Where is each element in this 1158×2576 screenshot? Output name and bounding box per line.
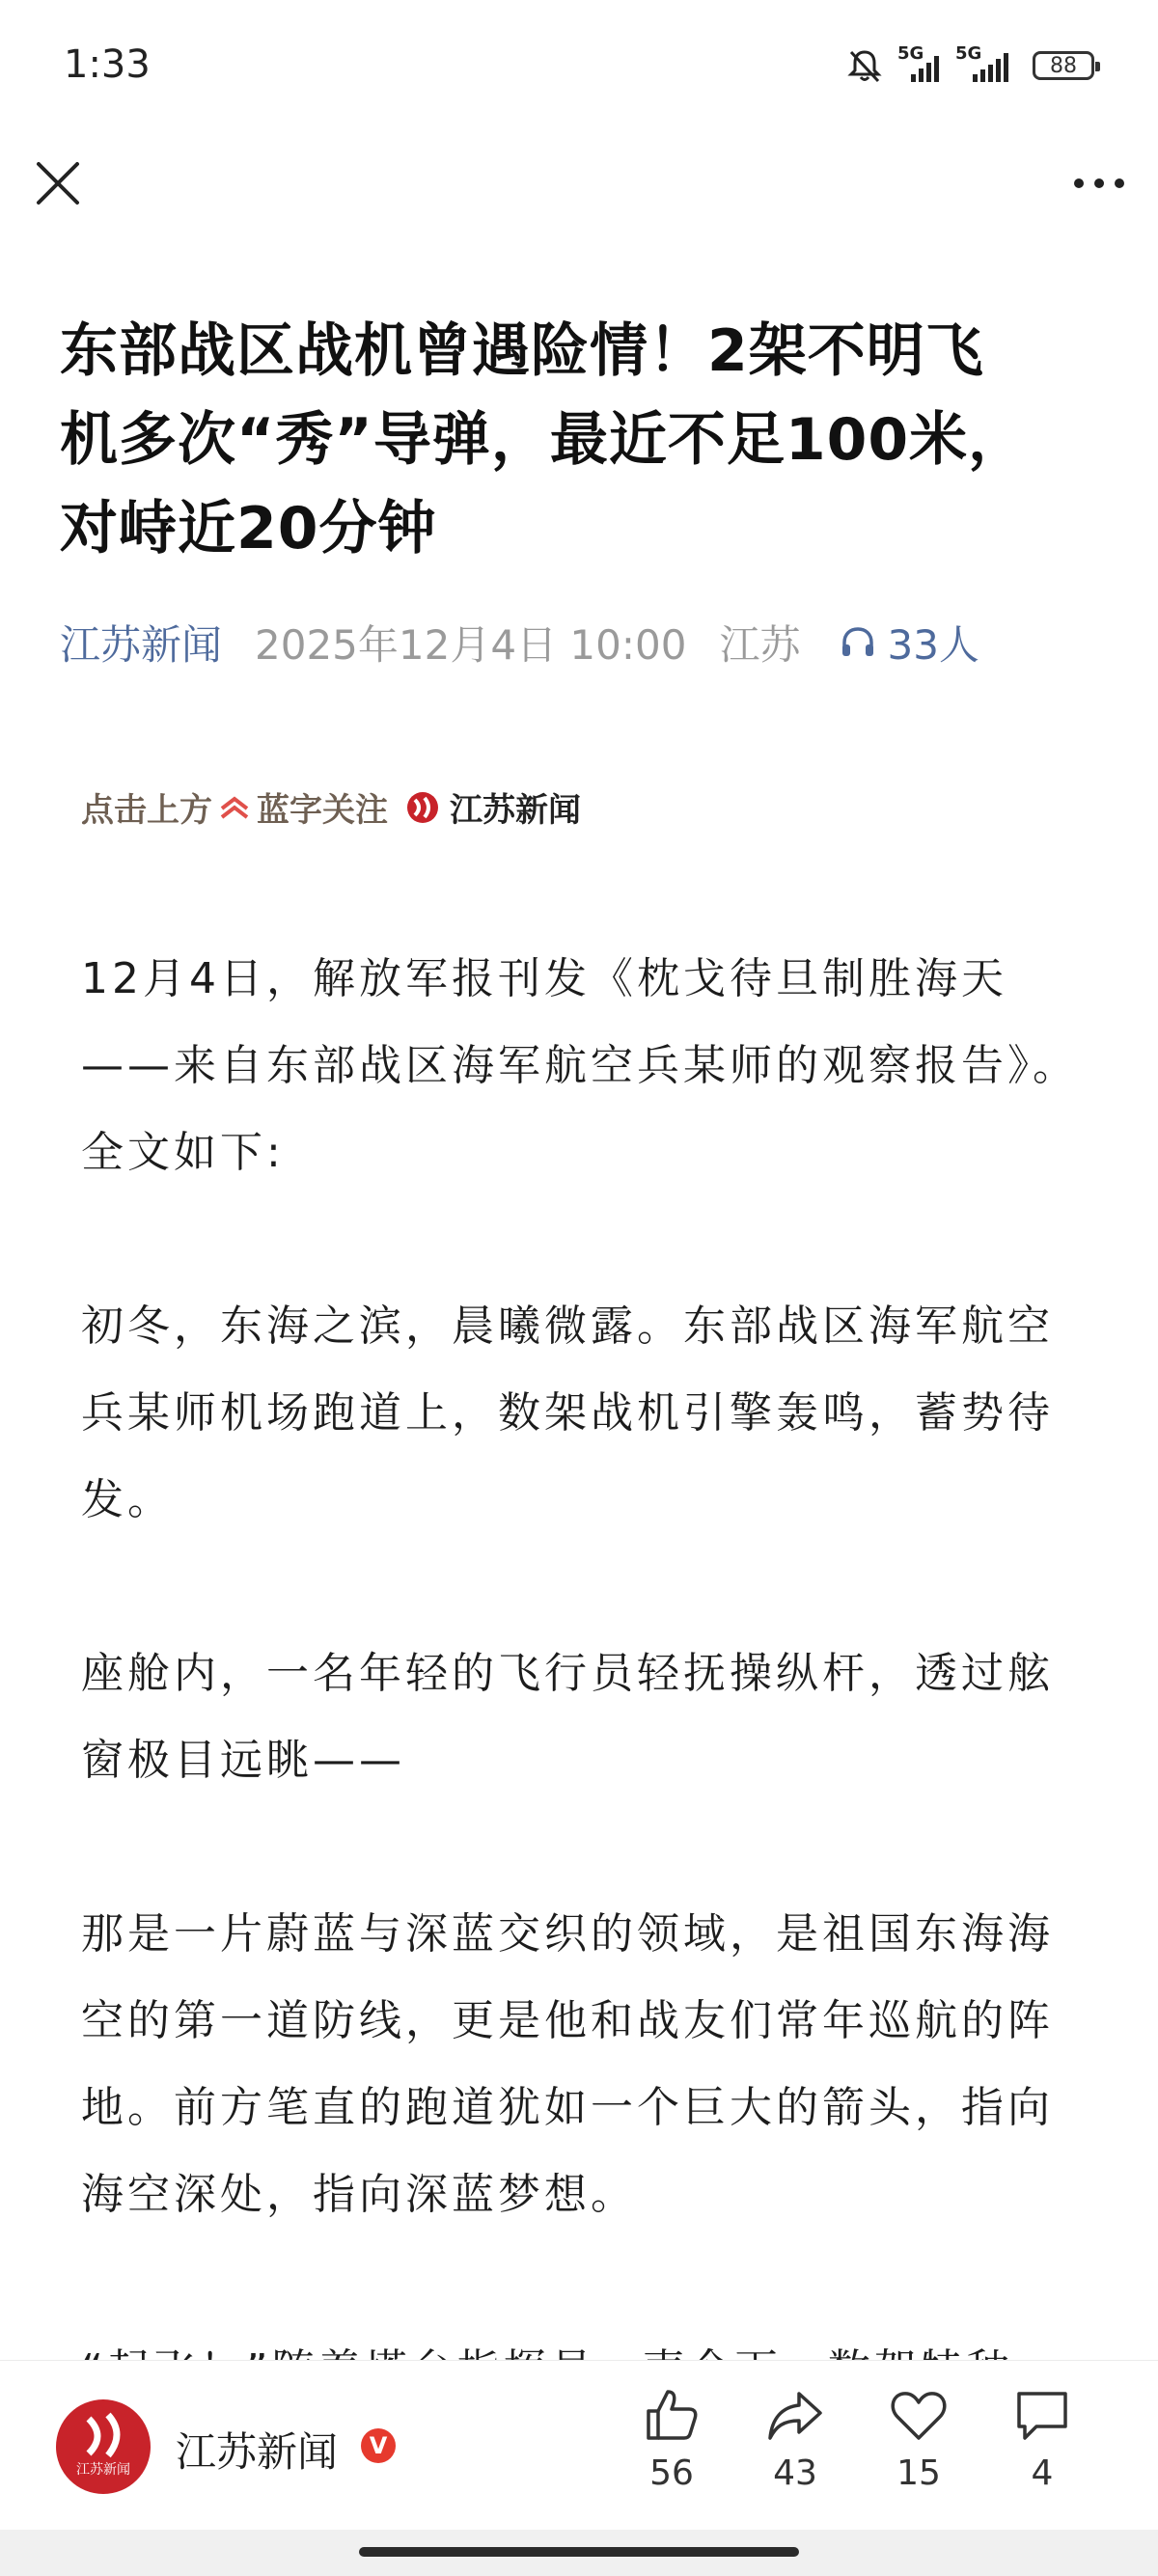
paragraph-partial	[81, 2327, 1085, 2358]
share-button[interactable]	[747, 2386, 843, 2493]
status-time: 1:33	[64, 42, 151, 87]
close-icon	[31, 156, 85, 210]
headphones-icon	[839, 623, 877, 662]
comment-count: 4	[1031, 2453, 1054, 2493]
signal-2-icon: 5G	[955, 49, 1019, 82]
paragraph: 12月4日，解放军报刊发《枕戈待旦制胜海天——来自东部战区海军航空兵某师的观察报告》。全文如下:	[81, 954, 1079, 1177]
account-avatar[interactable]: 江苏新闻	[56, 2399, 151, 2494]
listen-button[interactable]	[839, 614, 979, 671]
comment-icon	[1011, 2386, 1073, 2444]
article-title: 东部战区战机曾遇险情！2架不明飞 机多次“秀”导弹，最近不足100米， 对峙近20分钟	[60, 317, 1028, 562]
home-indicator[interactable]	[359, 2547, 799, 2557]
favorite-count: 15	[896, 2453, 941, 2493]
verified-badge: V	[361, 2428, 396, 2463]
publish-date: 2025年12月4日 10:00	[255, 621, 687, 669]
brand-logo-icon	[56, 2399, 151, 2494]
status-bar	[0, 0, 1158, 135]
status-icons	[845, 43, 1094, 85]
favorite-button[interactable]	[870, 2386, 967, 2493]
heart-icon	[888, 2386, 950, 2444]
mute-bell-icon	[845, 46, 884, 85]
more-horizontal-icon	[1065, 156, 1133, 210]
thumbs-up-icon	[641, 2386, 703, 2444]
account-name[interactable]: 江苏新闻	[176, 2428, 339, 2476]
article-meta	[60, 614, 979, 671]
share-count: 43	[773, 2453, 817, 2493]
paragraph: 座舱内，一名年轻的飞行员轻抚操纵杆，透过舷窗极目远眺——	[81, 1649, 1054, 1785]
region-label: 江苏	[719, 621, 801, 669]
comment-button[interactable]	[994, 2386, 1090, 2493]
chevron-up-icon	[218, 791, 251, 824]
article-body	[81, 936, 1085, 2325]
listener-count: 33人	[887, 621, 979, 669]
share-icon	[764, 2386, 826, 2444]
more-options-button[interactable]	[1065, 156, 1133, 210]
top-nav	[0, 135, 1158, 232]
paragraph: 那是一片蔚蓝与深蓝交织的领域，是祖国东海海空的第一道防线，更是他和战友们常年巡航的阵地。前方笔直的跑道犹如一个巨大的箭头，指向海空深处，指向深蓝梦想。	[81, 1909, 1054, 2219]
like-count: 56	[649, 2453, 694, 2493]
close-button[interactable]	[31, 156, 85, 210]
source-link[interactable]: 江苏新闻	[60, 621, 223, 669]
paragraph: 初冬，东海之滨，晨曦微露。东部战区海军航空兵某师机场跑道上，数架战机引擎轰鸣，蓄势待发。	[81, 1302, 1054, 1524]
battery-icon: 88	[1033, 51, 1094, 80]
brand-logo-icon	[401, 788, 444, 827]
follow-banner[interactable]: 点击上方 蓝字关注 江苏新闻	[81, 783, 581, 831]
bottom-action-bar	[0, 2360, 1158, 2531]
signal-1-icon: 5G	[897, 49, 942, 82]
like-button[interactable]	[623, 2386, 720, 2493]
